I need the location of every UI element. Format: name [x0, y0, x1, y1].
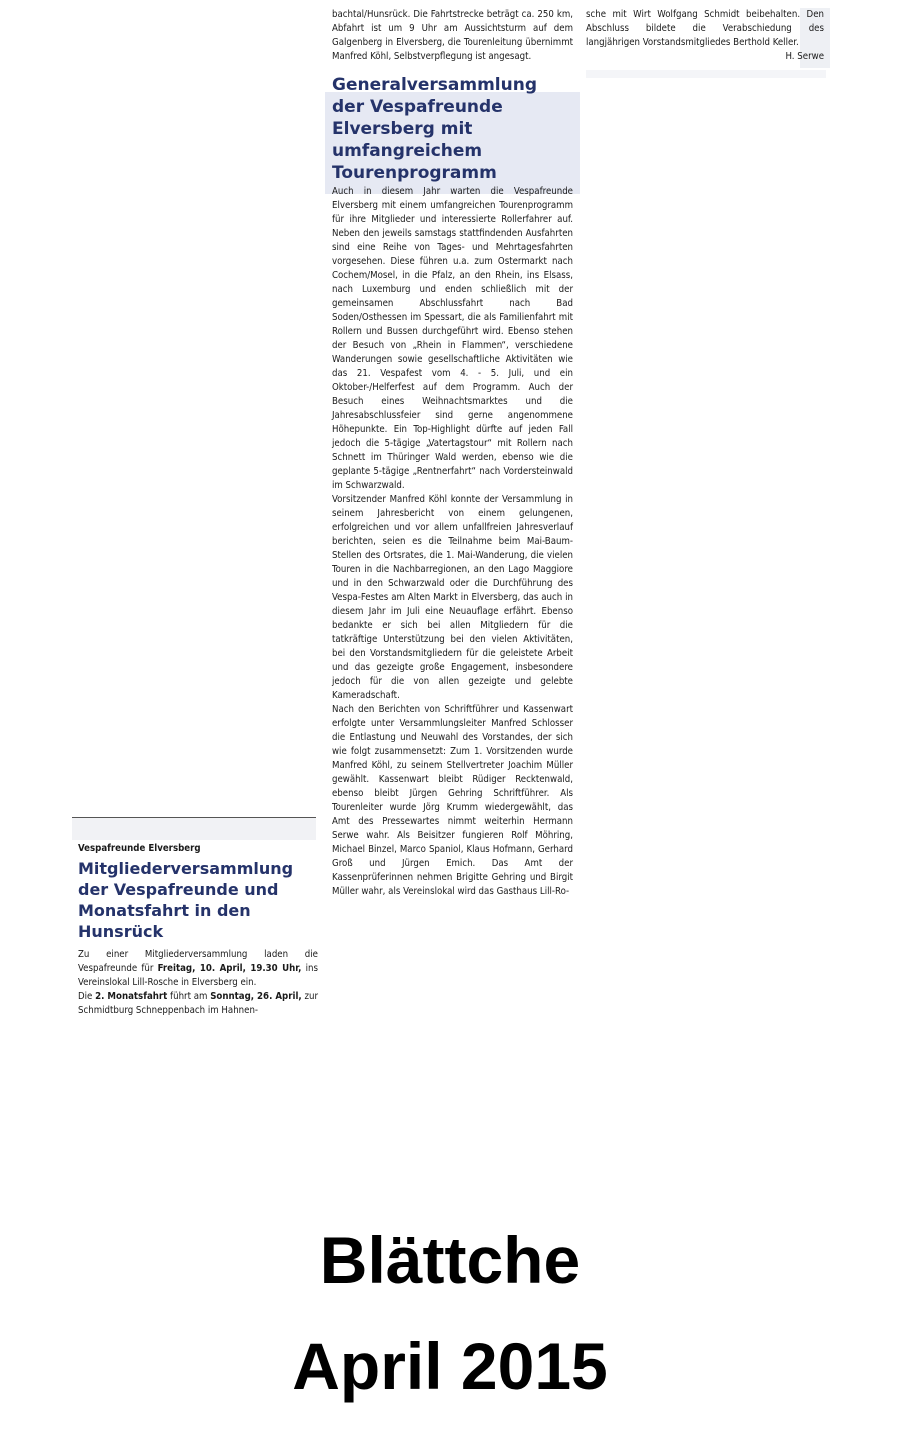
- reverse-side-ghosting: [72, 818, 316, 840]
- article-kicker: Vespafreunde Elversberg: [78, 843, 201, 854]
- article-headline: Generalversammlung der Vespafreunde Elversberg mit umfangreichem Tourenprogramm: [332, 75, 538, 183]
- article-lead-text: bachtal/Hunsrück. Die Fahrtstrecke beträgt ca. 250 km, Abfahrt ist um 9 Uhr am Aussichtsturm auf dem Galgenberg in Elversberg, die Tourenleitung übernimmt Manfred Köhl, Selbstverpflegung ist angesagt.: [332, 9, 573, 62]
- article-paragraph: sche mit Wirt Wolfgang Schmidt beibehalten. Den Abschluss bildete die Verabschiedung des langjährigen Vorstandsmitgliedes Berthold Keller.: [586, 9, 824, 48]
- date-emphasis: Freitag, 10. April, 19.30 Uhr,: [157, 963, 302, 974]
- text-run: ins Vereinslokal Lill-Rosche in Elversberg ein.: [78, 963, 319, 988]
- publication-date: April 2015: [292, 1329, 608, 1403]
- text-run: Zu einer Mitgliederversammlung laden die Vespafreunde für: [78, 949, 318, 974]
- publication-name: Blättche: [319, 1223, 581, 1297]
- article-paragraph: Vorsitzender Manfred Köhl konnte der Versammlung in seinem Jahresbericht von einem gelungenen, erfolgreichen und vor allem unfallfreien Jahresverlauf berichten, seien es die Teilnahme beim Mai-Baum-Stellen des Ortsrates, die 1. Mai-Wanderung, die vielen Touren in die Nachbarregionen, an den Lago Maggiore und in den Schwarzwald oder die Durchführung des Vespa-Festes am Alten Markt in Elversberg, das auch in diesem Jahr im Juli eine Neuauflage erfährt. Ebenso bedankte er sich bei allen Mitgliedern für die tatkräftige Unterstützung bei den vielen Aktivitäten, bei den Vorstandsmitgliedern für die geleistete Arbeit und das gezeigte große Engagement, insbesondere jedoch für die von allen gezeigte und gelebte Kameradschaft.: [332, 494, 573, 701]
- text-run: Die: [78, 991, 96, 1002]
- event-emphasis: 2. Monatsfahrt: [95, 991, 168, 1002]
- section-divider: [72, 817, 316, 818]
- article-headline: Mitgliederversammlung der Vespafreunde und Monatsfahrt in den Hunsrück: [78, 859, 294, 941]
- article-middle-column: [332, 8, 573, 899]
- article-paragraph: [78, 948, 318, 990]
- author-signature: H. Serwe: [785, 51, 824, 62]
- article-paragraph: Auch in diesem Jahr warten die Vespafreunde Elversberg mit einem umfangreichen Tourenprogramm für ihre Mitglieder und interessierte Rollerfahrer auf. Neben den jeweils samstags stattfindenden Ausfahrten sind eine Reihe von Tages- und Mehrtagesfahrten vorgesehen. Diese führen u.a. zum Ostermarkt nach Cochem/Mosel, in die Pfalz, an den Rhein, ins Elsass, nach Luxemburg und enden schließlich mit der gemeinsamen Abschlussfahrt nach Bad Soden/Osthessen im Spessart, die als Familienfahrt mit Rollern und Bussen durchgeführt wird. Ebenso stehen der Besuch von „Rhein in Flammen“, verschiedene Wanderungen sowie gesellschaftliche Aktivitäten wie das 21. Vespafest vom 4. - 5. Juli, und ein Oktober-/Helferfest auf dem Programm. Auch der Besuch eines Weihnachtsmarktes und die Jahresabschlussfeier sind gerne angenommene Höhepunkte. Ein Top-Highlight dürfte auf jeden Fall jedoch die 5-tägige „Vatertagstour“ mit Rollern nach Schnett im Thüringer Wald werden, ebenso wie die geplante 5-tägige „Rentnerfahrt“ nach Vordersteinwald im Schwarzwald.: [332, 186, 573, 491]
- text-run: zur Schmidtburg Schneppenbach im Hahnen-: [78, 991, 318, 1016]
- reverse-side-ghosting: [586, 70, 826, 78]
- article-paragraph: [78, 990, 318, 1018]
- article-right-column: [586, 8, 824, 64]
- text-run: führt am: [167, 991, 211, 1002]
- article-left-column: [78, 842, 318, 1018]
- article-paragraph: Nach den Berichten von Schriftführer und Kassenwart erfolgte unter Versammlungsleiter Manfred Schlosser die Entlastung und Neuwahl des Vorstandes, der sich wie folgt zusammensetzt: Zum 1. Vorsitzenden wurde Manfred Köhl, zu seinem Stellvertreter Joachim Müller gewählt. Kassenwart bleibt Rüdiger Recktenwald, ebenso bleibt Jürgen Gehring Schriftführer. Als Tourenleiter wurde Jörg Krumm wiedergewählt, das Amt des Pressewartes nimmt weiterhin Hermann Serwe wahr. Als Beisitzer fungieren Rolf Möhring, Michael Binzel, Marco Spaniol, Klaus Hofmann, Gerhard Groß und Jürgen Emich. Das Amt der Kassenprüferinnen nehmen Brigitte Gehring und Birgit Müller wahr, als Vereinslokal wird das Gasthaus Lill-Ro-: [332, 704, 573, 897]
- date-emphasis: Sonntag, 26. April,: [210, 991, 302, 1002]
